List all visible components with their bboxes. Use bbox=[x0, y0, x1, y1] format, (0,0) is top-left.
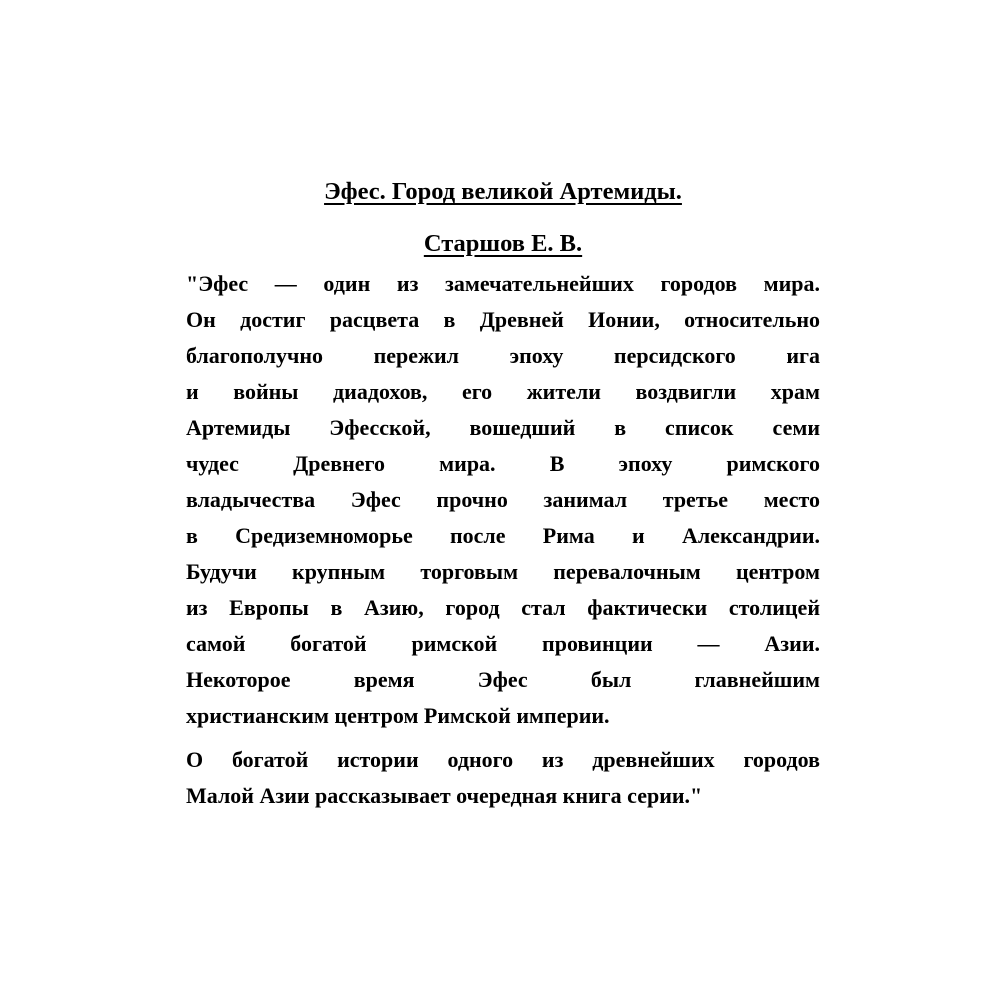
paragraph-line: и войны диадохов, его жители воздвигли храм bbox=[186, 379, 820, 404]
paragraph-line: О богатой истории одного из древнейших городов bbox=[186, 747, 820, 772]
paragraph-line: чудес Древнего мира. В эпоху римского bbox=[186, 451, 820, 476]
paragraph-line: "Эфес — один из замечательнейших городов мира. bbox=[186, 271, 820, 296]
paragraph-line: Артемиды Эфесской, вошедший в список семи bbox=[186, 415, 820, 440]
description-paragraph-2 bbox=[186, 742, 820, 814]
paragraph-line: самой богатой римской провинции — Азии. bbox=[186, 631, 820, 656]
paragraph-line: из Европы в Азию, город стал фактически столицей bbox=[186, 595, 820, 620]
book-author: Старшов Е. В. bbox=[423, 230, 583, 257]
paragraph-line: христианским центром Римской империи. bbox=[186, 703, 610, 728]
description-paragraph-1 bbox=[186, 266, 820, 734]
paragraph-line: Будучи крупным торговым перевалочным центром bbox=[186, 559, 820, 584]
paragraph-line: Он достиг расцвета в Древней Ионии, относительно bbox=[186, 307, 820, 332]
document-body bbox=[186, 172, 820, 814]
paragraph-line: владычества Эфес прочно занимал третье место bbox=[186, 487, 820, 512]
paragraph-line: Некоторое время Эфес был главнейшим bbox=[186, 667, 820, 692]
paragraph-line: Малой Азии рассказывает очередная книга серии." bbox=[186, 783, 703, 808]
paragraph-line: благополучно пережил эпоху персидского ига bbox=[186, 343, 820, 368]
paragraph-line: в Средиземноморье после Рима и Александрии. bbox=[186, 523, 820, 548]
book-title: Эфес. Город великой Артемиды. bbox=[324, 178, 682, 205]
